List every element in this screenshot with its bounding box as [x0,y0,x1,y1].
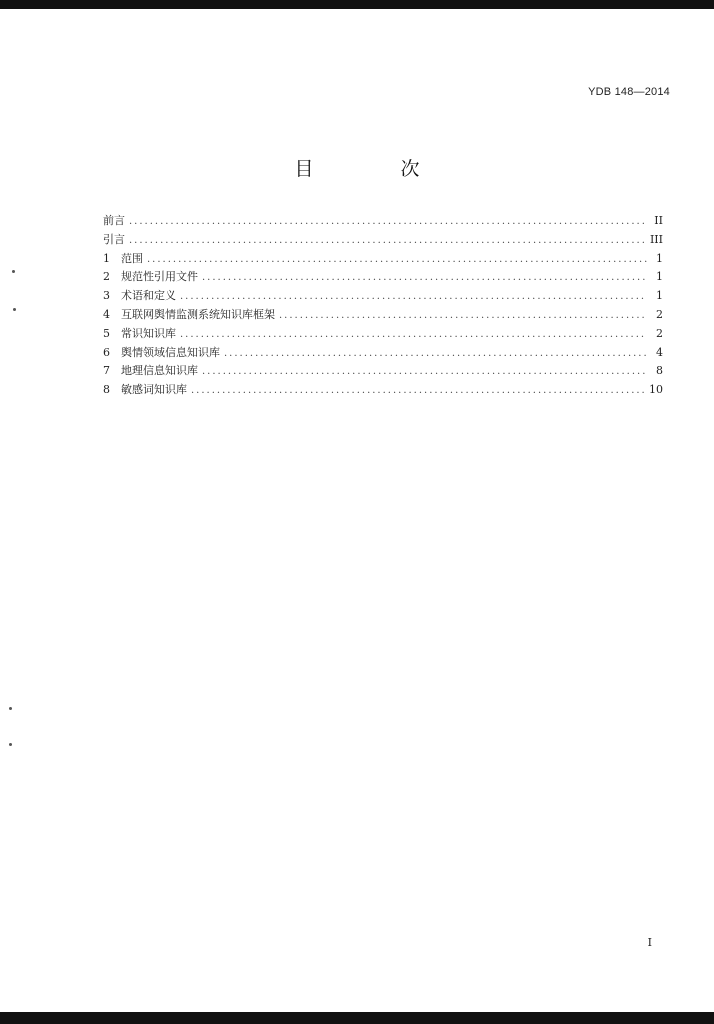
toc-entry-page: II [654,214,663,227]
scan-border-bottom [0,1012,714,1024]
toc-entry-page: 2 [656,326,663,340]
toc-entry-number: 8 [103,383,110,397]
toc-leader-dots [129,232,646,251]
toc-entry-number: 4 [103,307,110,321]
toc-entry-label: 规范性引用文件 [121,270,198,284]
toc-entry-label: 舆情领域信息知识库 [121,345,220,359]
toc-leader-dots [279,307,647,326]
toc-entry-page: 10 [649,383,663,397]
toc-leader-dots [180,326,647,345]
toc-entry-5[interactable] [103,325,663,344]
toc-entry-label: 前言 [103,214,125,227]
toc-entry-8[interactable] [103,381,663,400]
standard-code: YDB 148—2014 [588,86,670,98]
toc-entry-label: 范围 [121,251,143,265]
toc-entry-page: 1 [656,270,663,284]
scan-speck [13,308,16,311]
toc-leader-dots [202,269,647,288]
scan-speck [12,270,15,273]
toc-entry-7[interactable] [103,362,663,381]
toc-entry-label: 互联网舆情监测系统知识库框架 [121,307,275,321]
toc-entry-page: III [649,232,663,246]
toc-entry-label: 引言 [103,232,125,246]
toc-entry-page: 1 [656,289,663,303]
toc-title: 目 次 [294,158,454,180]
toc-leader-dots [191,382,645,401]
scan-speck [9,707,12,710]
toc-entry-label: 常识知识库 [121,326,176,340]
toc-leader-dots [202,363,647,382]
toc-leader-dots [147,251,647,270]
toc-entry-label: 术语和定义 [121,289,176,303]
table-of-contents [103,212,663,400]
toc-entry-number: 6 [103,345,110,359]
scan-speck [9,743,12,746]
toc-leader-dots [224,345,647,364]
toc-entry-page: 4 [656,345,663,359]
toc-entry-4[interactable] [103,306,663,325]
toc-entry-number: 2 [103,270,110,284]
toc-entry-3[interactable] [103,287,663,306]
toc-entry-number: 1 [103,251,110,265]
page-number: I [647,936,652,949]
toc-entry-number: 7 [103,364,110,378]
toc-entry-page: 8 [656,364,663,378]
toc-entry-page: 2 [656,307,663,321]
scan-border-top [0,0,714,9]
toc-entry-introduction[interactable] [103,231,663,250]
toc-entry-6[interactable] [103,344,663,363]
toc-leader-dots [180,288,647,307]
toc-entry-number: 3 [103,289,110,303]
toc-entry-label: 地理信息知识库 [121,364,198,378]
toc-entry-label: 敏感词知识库 [121,383,187,397]
toc-entry-2[interactable] [103,268,663,287]
toc-entry-1[interactable] [103,250,663,269]
toc-leader-dots [129,213,647,232]
toc-entry-number: 5 [103,326,110,340]
toc-entry-page: 1 [656,251,663,265]
toc-entry-foreword[interactable] [103,212,663,231]
